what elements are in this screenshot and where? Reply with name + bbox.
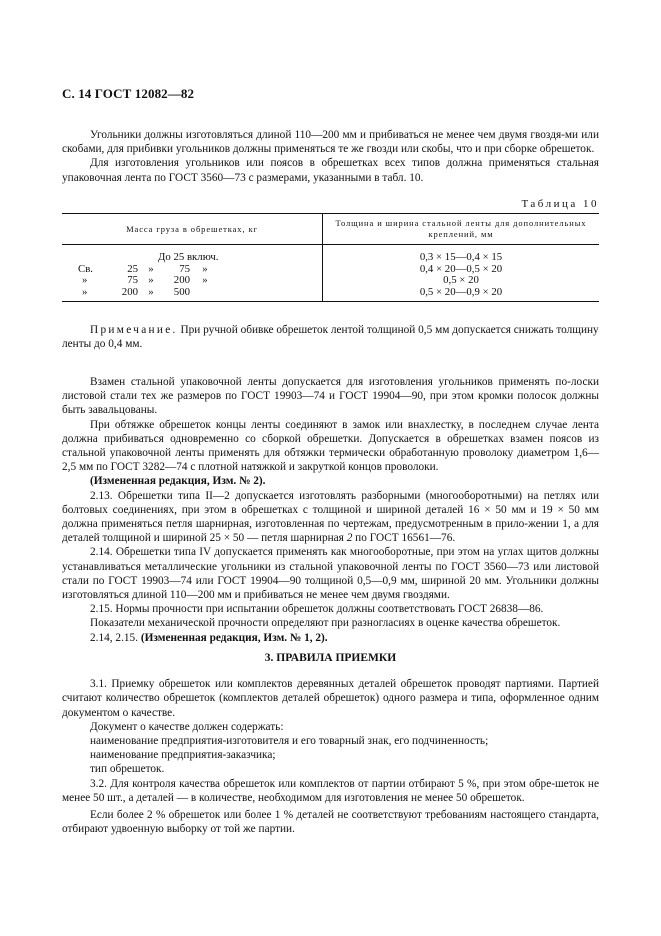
- clause-2-15-note: Показатели механической прочности определяют при разногласиях в оценке качества обрешеток.: [90, 617, 561, 630]
- tape-cell: 0,4 × 20—0,5 × 20: [419, 262, 503, 275]
- intro-block: [62, 128, 599, 185]
- clause-3-2-note: Если более 2 % обрешеток или более 1 % деталей не соответствуют требованиям настоящего стандарта, отбирают удвоенную выборку от той же партии.: [62, 809, 599, 836]
- mass-to: 75: [179, 262, 190, 275]
- table-note: [62, 323, 599, 351]
- amendment-ref: 2.14, 2.15.: [90, 631, 141, 644]
- clause-3-1-item: тип обрешеток.: [90, 763, 165, 776]
- mass-prefix: Св.: [78, 262, 93, 275]
- mass-suffix: [190, 287, 220, 299]
- amendment-text: (Измененная редакция, Изм. № 1, 2).: [140, 631, 328, 644]
- mass-to: 200: [173, 274, 190, 286]
- mass-sep: »: [148, 274, 154, 286]
- tape-cell: 0,5 × 20: [443, 274, 479, 286]
- mass-suffix: »: [202, 274, 208, 286]
- clause-3-1: 3.1. Приемку обрешеток или комплектов деревянных деталей обрешеток проводят партиями. Партией считают количество обрешеток (комплектов деталей обрешеток) одного размера и типа, оформленное одним документом о качестве.: [62, 678, 599, 719]
- section-3: [62, 651, 599, 836]
- intro-paragraph-1: Угольники должны изготовляться длиной 110—200 мм и прибиваться не менее чем двумя гвоздя-ми или скобами, для прибивки угольников должны применяться те же гвозди или скобы, что и при сборке обрешеток.: [62, 129, 599, 156]
- mass-from: 75: [127, 274, 138, 286]
- body-paragraph-2: При обтяжке обрешеток концы ленты соединяют в замок или внахлестку, в последнем случае лента должна прибиваться одновременно со сборкой обрешетки. Допускается в обрешетках взамен поясов из стальной упаковочной ленты применять для обтяжки термически обработанную проволоку диаметром 1,6—2,5 мм по ГОСТ 3282—74 с плотной натяжкой и закруткой концов проволоки.: [62, 418, 599, 474]
- mass-from: 200: [121, 285, 138, 298]
- clause-2-13-italic: 2: [346, 532, 353, 545]
- table-caption: Таблица 10: [521, 198, 599, 210]
- table-10: [62, 213, 599, 302]
- amendment-note: (Измененная редакция, Изм. № 2).: [90, 475, 266, 488]
- clause-2-13-end: по ГОСТ 16561—76.: [352, 532, 456, 545]
- amendment-note-2: [62, 631, 599, 645]
- clause-3-1-doc: Документ о качестве должен содержать:: [90, 720, 284, 733]
- table-row: [62, 287, 322, 299]
- mass-prefix: »: [82, 285, 88, 298]
- mass-sep: »: [148, 262, 154, 275]
- clause-2-14: 2.14. Обрешетки типа IV допускается применять как многооборотные, при этом на углах щитов должны устанавливаться металлические угольники из стальной упаковочной ленты по ГОСТ 3560—73 или листовой стали по ГОСТ 19903—74 или ГОСТ 19904—90 толщиной 0,5—0,9 мм, шириной 20 мм. Угольники должны изготовляться длиной 110—200 мм и прибиваться не менее чем двумя гвоздями.: [62, 546, 599, 602]
- note-text: При ручной обивке обрешеток лентой толщиной 0,5 мм допускается снижать толщину ленты до 0,4 мм.: [62, 324, 599, 351]
- body-paragraph-1: Взамен стальной упаковочной ленты допускается для изготовления угольников применять по-лоски листовой стали тех же размеров по ГОСТ 19903—74 и ГОСТ 19904—90, при этом кромки полосок должны быть завальцованы.: [62, 376, 599, 417]
- tape-cell: 0,5 × 20—0,9 × 20: [419, 285, 503, 298]
- note-label: Примечание.: [90, 324, 178, 336]
- mass-suffix: »: [202, 262, 208, 275]
- mass-prefix: »: [82, 274, 88, 286]
- table-row: [62, 264, 322, 276]
- page-header: С. 14 ГОСТ 12082—82: [62, 86, 195, 101]
- clause-2-13: [62, 489, 599, 546]
- body-block: [62, 375, 599, 645]
- clause-2-15: 2.15. Нормы прочности при испытании обрешеток должны соответствовать ГОСТ 26838—86.: [90, 603, 544, 616]
- intro-paragraph-2: Для изготовления угольников или поясов в обрешетках всех типов должна применяться стальная упаковочная лента по ГОСТ 3560—73 с размерами, указанными в табл. 10.: [62, 157, 599, 184]
- mass-cell: До 25 включ.: [158, 251, 219, 263]
- clause-2-13-text: 2.13. Обрешетки типа II—2 допускается изготовлять разборными (многооборотными) на петлях или болтовых соединениях, при этом в обрешетках с толщиной и шириной деталей 16 × 50 мм и 19 × 50 мм должна применяться петля шарнирная, изготовленная по чертежам, предусмотренным в прило-жении 1, а для деталей толщиной и шириной 25 × 50 — петля шарнирная: [62, 489, 599, 545]
- mass-column: [62, 245, 323, 302]
- clause-3-1-item: наименование предприятия-изготовителя и его товарный знак, его подчиненность;: [90, 735, 489, 748]
- table-header-mass: Масса груза в обрешетках, кг: [62, 214, 323, 245]
- section-title: 3. ПРАВИЛА ПРИЕМКИ: [264, 652, 397, 664]
- clause-3-2: 3.2. Для контроля качества обрешеток или комплектов от партии отбирают 5 %, при этом обре-шеток не менее 50 шт., а деталей — в количестве, необходимом для изготовления не менее 50 обрешеток.: [62, 777, 599, 804]
- tape-column: [323, 245, 600, 302]
- table-row: [62, 252, 322, 264]
- mass-from: 25: [127, 262, 138, 275]
- tape-cell: 0,3 × 15—0,4 × 15: [419, 251, 503, 263]
- clause-3-1-item: наименование предприятия-заказчика;: [90, 749, 276, 762]
- table-row: [62, 275, 322, 287]
- mass-to: 500: [173, 285, 190, 298]
- mass-sep: »: [148, 285, 154, 298]
- table-header-tape: Толщина и ширина стальной ленты для дополнительных креплений, мм: [323, 214, 600, 245]
